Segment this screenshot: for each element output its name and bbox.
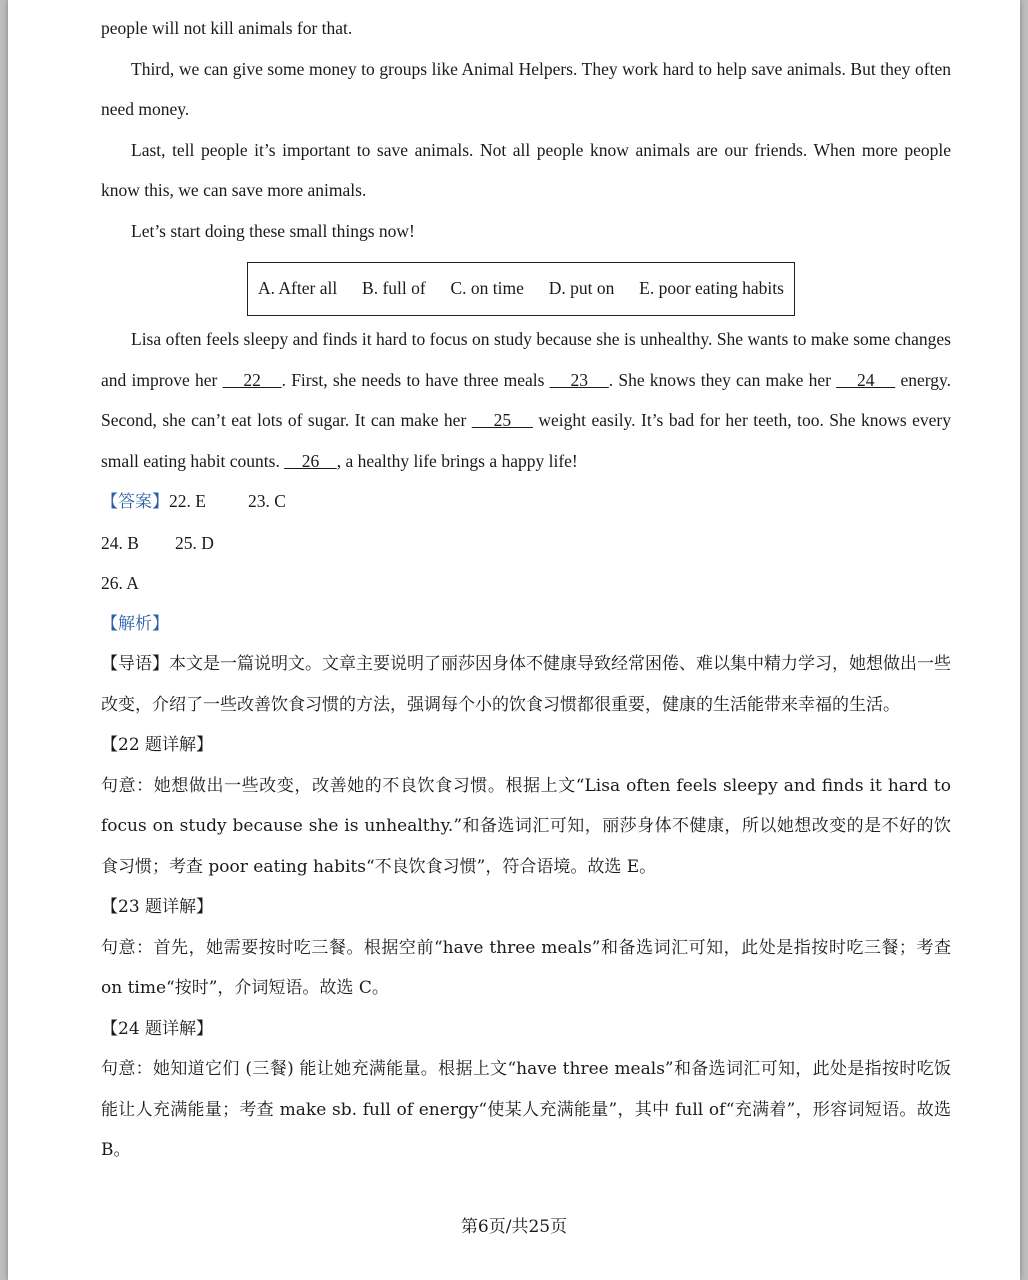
blank-25: 25: [471, 410, 533, 430]
page-number-footer: 第6页/共25页: [460, 1217, 568, 1237]
q24-explanation: 句意：她知道它们 (三餐) 能让她充满能量。根据上文“have three meals”和备选词汇可知，此处是指按时吃饭能让人充满能量；考查 make sb. full of energy“使某人充满能量”，其中 full of“充满着”，形容词短语。故选 B。: [101, 1059, 951, 1160]
answer-line: [101, 523, 951, 564]
option-e: E. poor eating habits: [639, 278, 784, 299]
blank-26: 26: [284, 450, 337, 471]
q23-title: 【23 题详解】: [101, 897, 214, 917]
document-page: [8, 0, 1020, 1280]
page-content: [101, 8, 951, 1171]
answer-22: 22. E: [169, 491, 206, 511]
option-d: D. put on: [548, 278, 615, 299]
passage-line: people will not kill animals for that.: [101, 18, 353, 38]
q22-title: 【22 题详解】: [101, 735, 214, 755]
analysis-tag: 【解析】: [101, 613, 169, 634]
intro-tag: 【导语】: [101, 654, 169, 674]
passage-paragraph: Last, tell people it’s important to save animals. Not all people know animals are our friends. When more people know this, we can save more animals.: [101, 139, 951, 200]
q24-title: 【24 题详解】: [101, 1018, 214, 1039]
intro-paragraph: [101, 644, 951, 725]
option-a: A. After all: [258, 278, 338, 299]
q22-explanation: 句意：她想做出一些改变，改善她的不良饮食习惯。根据上文“Lisa often feels sleepy and finds it hard to focus on study because she is unhealthy.”和备选词汇可知，丽莎身体不健康，所以她想改变的是不好的饮食习惯；考查 poor eating habits“不良饮食习惯”，符合语境。故选 E。: [101, 775, 951, 877]
answer-26: 26. A: [101, 573, 139, 593]
blank-22: 22: [222, 369, 282, 390]
options-box: [247, 262, 795, 316]
blank-23: 23: [549, 369, 609, 390]
cloze-text: , a healthy life brings a happy life!: [336, 450, 578, 471]
cloze-text: . She knows they can make her: [608, 369, 837, 390]
q23-explanation: 句意：首先，她需要按时吃三餐。根据空前“have three meals”和备选词汇可知，此处是指按时吃三餐；考查 on time“按时”，介词短语。故选 C。: [101, 937, 951, 998]
intro-text: 本文是一篇说明文。文章主要说明了丽莎因身体不健康导致经常困倦、难以集中精力学习，她想做出一些改变，介绍了一些改善饮食习惯的方法，强调每个小的饮食习惯都很重要，健康的生活能带来幸福的生活。: [101, 654, 951, 715]
cloze-text: weight easily. It’s bad for her teeth, too. She knows every small eating habit counts.: [101, 410, 952, 471]
answer-tag: 【答案】: [101, 492, 169, 512]
option-b: B. full of: [362, 278, 426, 299]
passage-paragraph: Let’s start doing these small things now!: [131, 220, 415, 241]
cloze-text: . First, she needs to have three meals: [281, 369, 550, 390]
answer-line: [101, 481, 951, 523]
cloze-paragraph: [101, 319, 951, 481]
cloze-text: Lisa often feels sleepy and finds it hard to focus on study because she is unhealthy. She wants to make some changes and improve her: [101, 329, 951, 390]
option-c: C. on time: [450, 278, 524, 299]
blank-24: 24: [836, 369, 896, 390]
answer-25: 25. D: [175, 532, 214, 553]
passage-paragraph: Third, we can give some money to groups like Animal Helpers. They work hard to help save animals. But they often need money.: [101, 58, 951, 119]
options-box-wrap: [101, 251, 951, 319]
answer-23: 23. C: [247, 491, 286, 511]
cloze-text: energy. Second, she can’t eat lots of sugar. It can make her: [101, 369, 951, 430]
answer-24: 24. B: [101, 532, 139, 553]
